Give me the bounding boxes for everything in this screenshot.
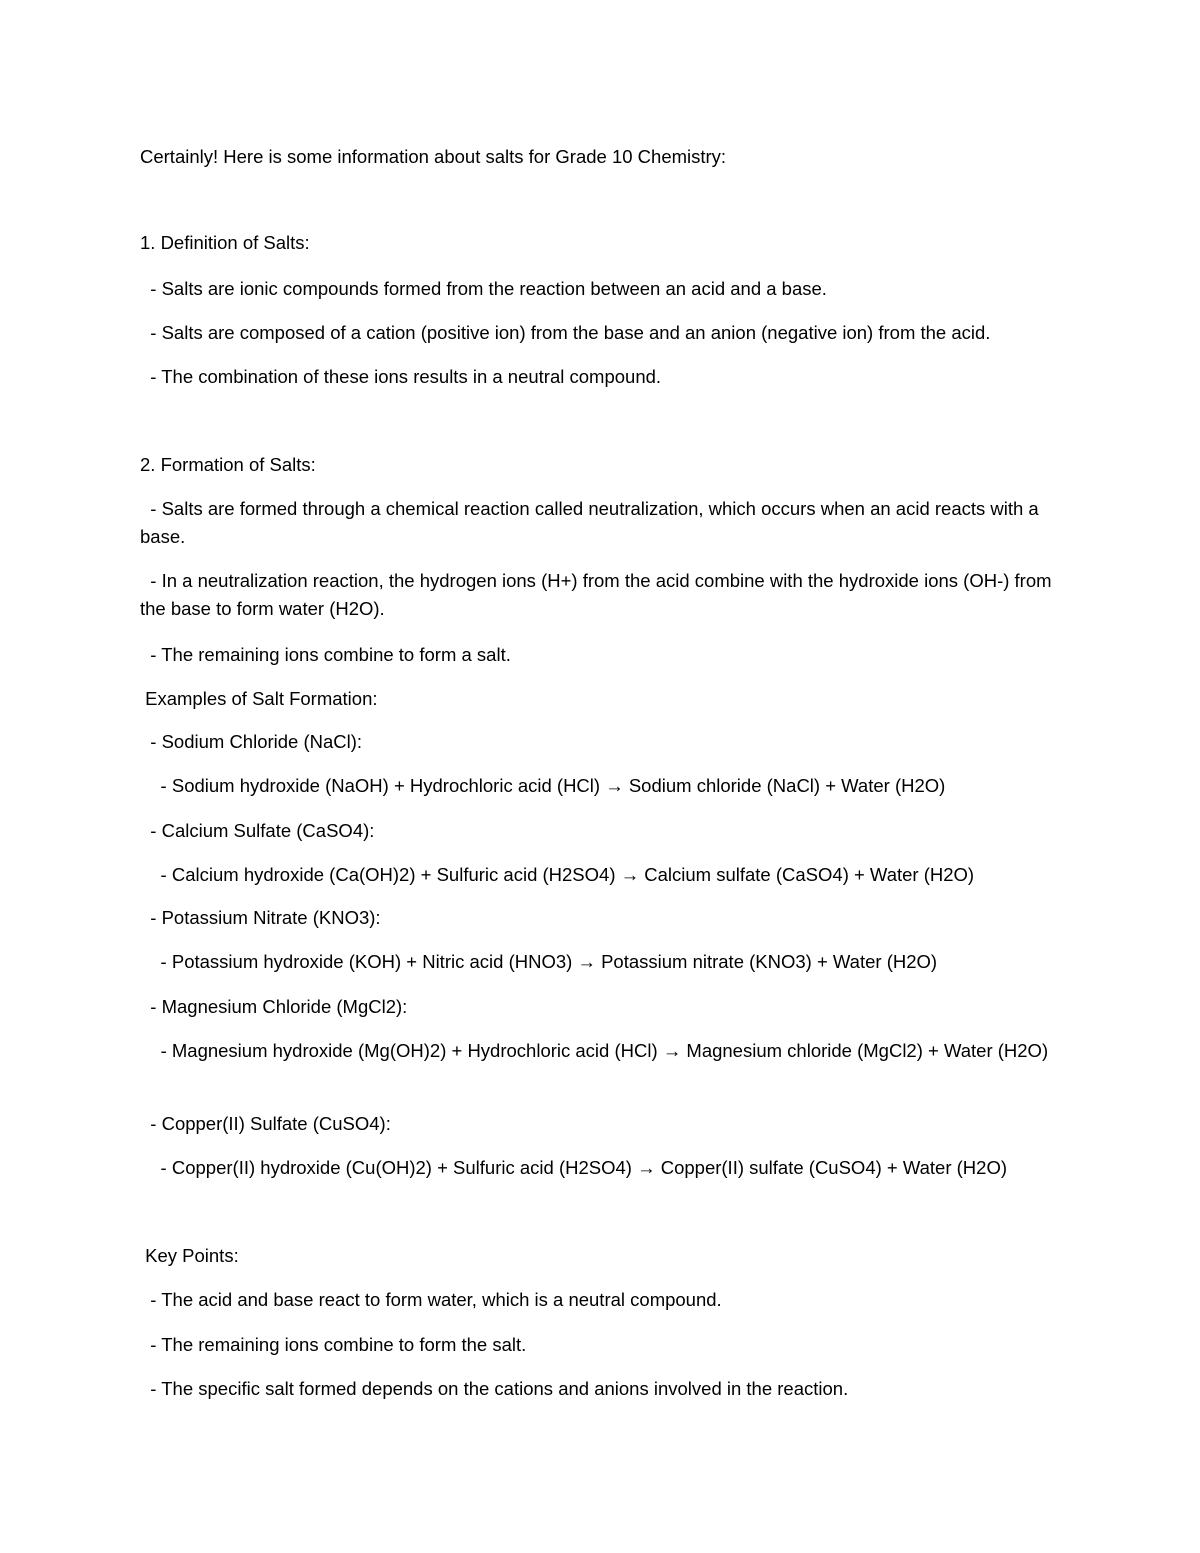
definition-bullet: - Salts are composed of a cation (positive ion) from the base and an anion (negative ion) from the acid. xyxy=(140,322,991,343)
example-salt-name: - Sodium Chloride (NaCl): xyxy=(140,731,363,752)
key-point-bullet: - The remaining ions combine to form the salt. xyxy=(140,1334,527,1355)
example-reaction: - Sodium hydroxide (NaOH) + Hydrochloric acid (HCl) → Sodium chloride (NaCl) + Water (H2O) xyxy=(140,775,946,796)
section-heading-formation: 2. Formation of Salts: xyxy=(140,454,316,475)
example-salt-name: - Potassium Nitrate (KNO3): xyxy=(140,907,381,928)
key-point-bullet: - The specific salt formed depends on the cations and anions involved in the reaction. xyxy=(140,1378,849,1399)
formation-bullet: - Salts are formed through a chemical reaction called neutralization, which occurs when an acid reacts with a base. xyxy=(140,498,1044,547)
example-salt-name: - Magnesium Chloride (MgCl2): xyxy=(140,996,408,1017)
formation-bullet: - The remaining ions combine to form a salt. xyxy=(140,644,511,665)
example-reaction: - Copper(II) hydroxide (Cu(OH)2) + Sulfuric acid (H2SO4) → Copper(II) sulfate (CuSO4) + Water (H2O) xyxy=(140,1157,1008,1178)
example-reaction: - Magnesium hydroxide (Mg(OH)2) + Hydrochloric acid (HCl) → Magnesium chloride (MgCl2) + Water (H2O) xyxy=(140,1040,1049,1061)
key-point-bullet: - The acid and base react to form water, which is a neutral compound. xyxy=(140,1289,722,1310)
intro-text: Certainly! Here is some information about salts for Grade 10 Chemistry: xyxy=(140,146,727,167)
example-salt-name: - Copper(II) Sulfate (CuSO4): xyxy=(140,1113,391,1134)
definition-bullet: - Salts are ionic compounds formed from the reaction between an acid and a base. xyxy=(140,278,827,299)
definition-bullet: - The combination of these ions results in a neutral compound. xyxy=(140,366,662,387)
example-salt-name: - Calcium Sulfate (CaSO4): xyxy=(140,820,375,841)
section-heading-definition: 1. Definition of Salts: xyxy=(140,232,310,253)
key-points-heading: Key Points: xyxy=(140,1245,239,1266)
formation-bullet: - In a neutralization reaction, the hydrogen ions (H+) from the acid combine with the hydroxide ions (OH-) from the base to form water (H2O). xyxy=(140,570,1057,619)
example-reaction: - Potassium hydroxide (KOH) + Nitric acid (HNO3) → Potassium nitrate (KNO3) + Water (H2O) xyxy=(140,951,938,972)
example-reaction: - Calcium hydroxide (Ca(OH)2) + Sulfuric acid (H2SO4) → Calcium sulfate (CaSO4) + Water (H2O) xyxy=(140,864,975,885)
examples-heading: Examples of Salt Formation: xyxy=(140,688,378,709)
